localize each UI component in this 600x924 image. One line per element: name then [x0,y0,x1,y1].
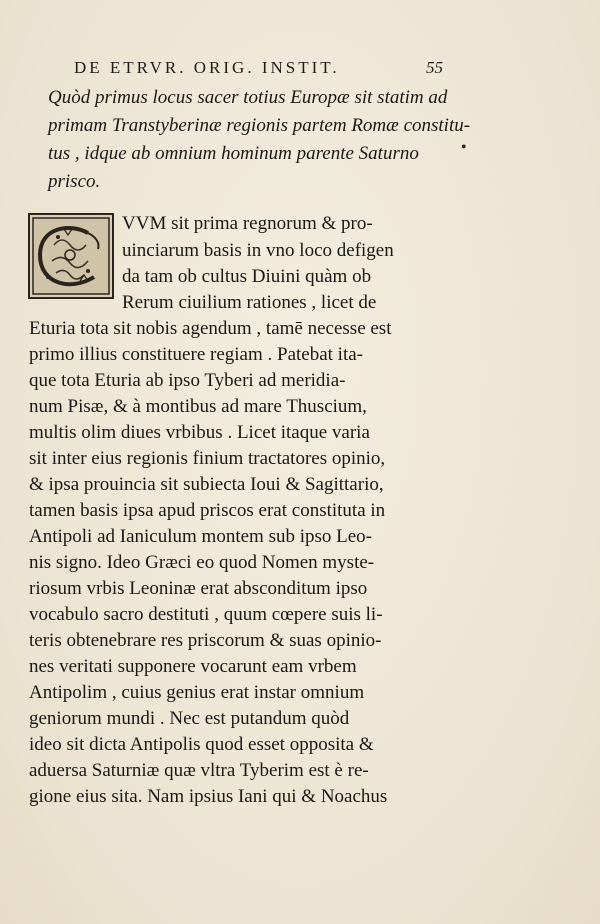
body-line: Antipolim , cuius genius erat instar omnium [29,682,365,703]
heading-line: tus , idque ab omnium hominum parente Saturno [48,143,419,164]
body-line: geniorum mundi . Nec est putandum quòd [29,708,350,729]
body-line: tamen basis ipsa apud priscos erat constituta in [29,500,386,521]
body-line: multis olim diues vrbibus . Licet itaque varia [29,422,370,443]
body-line: uinciarum basis in vno loco defigen [122,240,394,261]
heading-line: primam Transtyberinæ regionis partem Romæ constitu- [48,115,471,136]
body-line: teris obtenebrare res priscorum & suas opinio- [29,630,382,651]
body-line: Antipoli ad Ianiculum montem sub ipso Leo- [29,526,373,547]
body-line: num Pisæ, & à montibus ad mare Thuscium, [29,396,367,417]
body-line: ideo sit dicta Antipolis quod esset opposita & [29,734,374,755]
heading-line: Quòd primus locus sacer totius Europæ sit statim ad [48,87,448,108]
heading-line: prisco. [48,171,101,192]
body-line: & ipsa prouincia sit subiecta Ioui & Sagittario, [29,474,384,495]
body-line: sit inter eius regionis finium tractatores opinio, [29,448,386,469]
body-line: vocabulo sacro destituti , quum cœpere suis li- [29,604,383,625]
body-line: nis signo. Ideo Græci eo quod Nomen myste- [29,552,375,573]
page-number: 55 [426,58,443,77]
ink-dot: • [461,139,467,156]
running-head: DE ETRVR. ORIG. INSTIT. [74,58,340,77]
body-line: da tam ob cultus Diuini quàm ob [122,266,372,287]
body-line: nes veritati supponere vocarunt eam vrbem [29,656,357,677]
body-line: Rerum ciuilium rationes , licet de [122,292,377,313]
body-line: riosum vrbis Leoninæ erat absconditum ipso [29,578,368,599]
body-line: aduersa Saturniæ quæ vltra Tyberim est è re- [29,760,369,781]
body-line: primo illius constituere regiam . Patebat ita- [29,344,363,365]
body-line: que tota Eturia ab ipso Tyberi ad meridia- [29,370,346,391]
body-line: VVM sit prima regnorum & pro- [122,213,373,234]
body-line: Eturia tota sit nobis agendum , tamē necesse est [29,318,392,339]
body-line: gione eius sita. Nam ipsius Iani qui & Noachus [29,786,388,807]
